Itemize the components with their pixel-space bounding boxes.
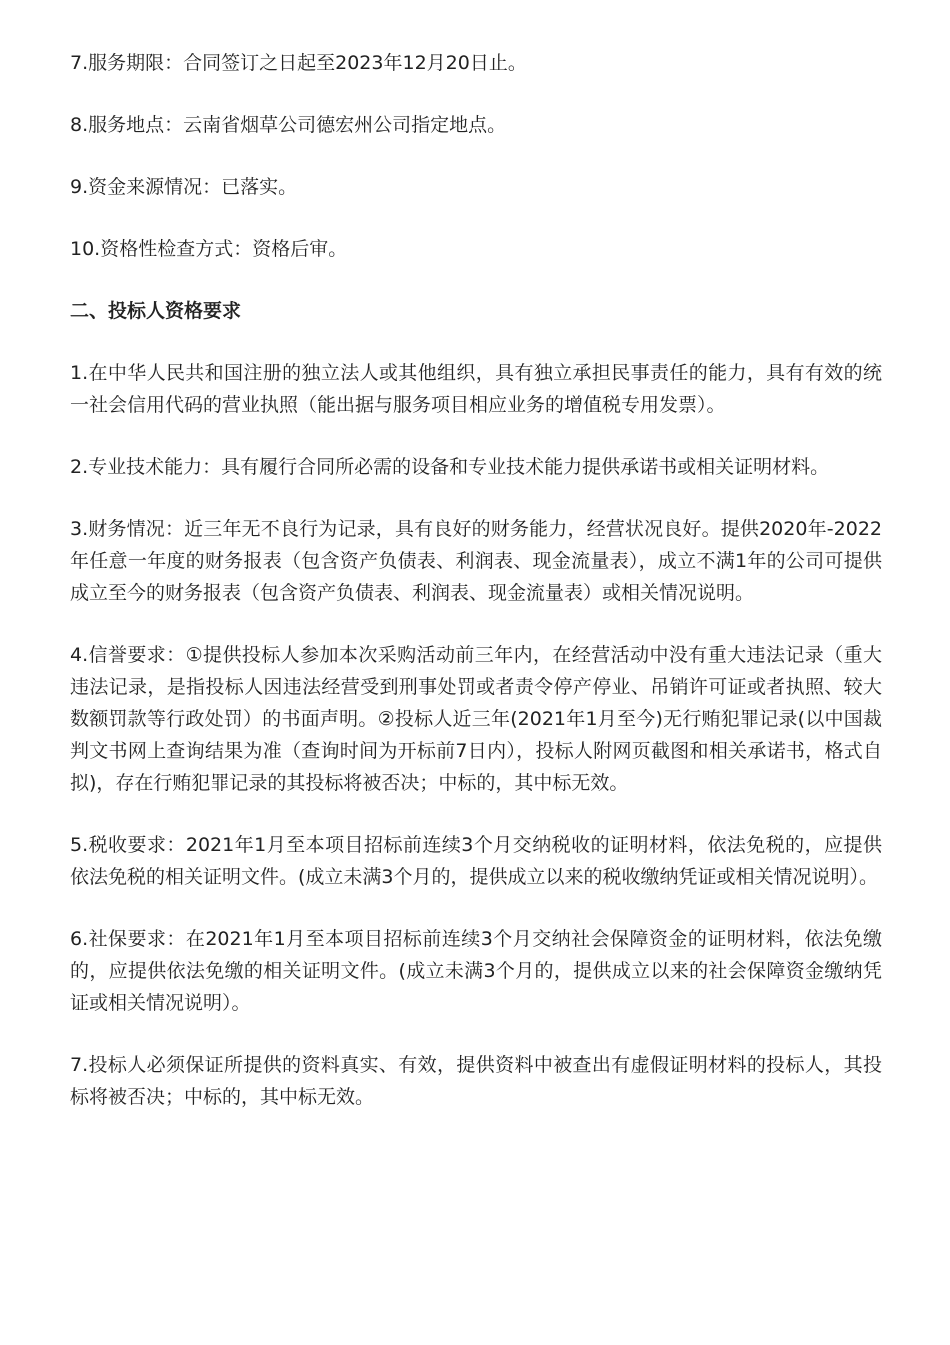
social-insurance-paragraph: 6.社保要求：在2021年1月至本项目招标前连续3个月交纳社会保障资金的证明材料，依法免缴的，应提供依法免缴的相关证明文件。(成立未满3个月的，提供成立以来的社会保障资金缴纳凭证或相关情况说明）。 (70, 928, 882, 1014)
credit-requirement-paragraph: 4.信誉要求：①提供投标人参加本次采购活动前三年内，在经营活动中没有重大违法记录（重大违法记录，是指投标人因违法经营受到刑事处罚或者责令停产停业、吊销许可证或者执照、较大数额罚款等行政处罚）的书面声明。②投标人近三年(2021年1月至今)无行贿犯罪记录(以中国裁判文书网上查询结果为准（查询时间为开标前7日内），投标人附网页截图和相关承诺书，格式自拟)，存在行贿犯罪记录的其投标将被否决；中标的，其中标无效。 (70, 644, 882, 794)
document-authenticity-paragraph: 7.投标人必须保证所提供的资料真实、有效，提供资料中被查出有虚假证明材料的投标人，其投标将被否决；中标的，其中标无效。 (70, 1054, 882, 1108)
legal-entity-requirement-paragraph: 1.在中华人民共和国注册的独立法人或其他组织，具有独立承担民事责任的能力，具有有效的统一社会信用代码的营业执照（能出据与服务项目相应业务的增值税专用发票）。 (70, 362, 882, 416)
document-body (70, 47, 882, 1143)
qualification-check-paragraph: 10.资格性检查方式：资格后审。 (70, 238, 348, 260)
service-location-paragraph: 8.服务地点：云南省烟草公司德宏州公司指定地点。 (70, 114, 507, 136)
section-heading-bidder-qualifications: 二、投标人资格要求 (70, 300, 242, 322)
service-period-paragraph: 7.服务期限：合同签订之日起至2023年12月20日止。 (70, 52, 527, 74)
technical-capability-paragraph: 2.专业技术能力：具有履行合同所必需的设备和专业技术能力提供承诺书或相关证明材料。 (70, 456, 830, 478)
tax-requirement-paragraph: 5.税收要求：2021年1月至本项目招标前连续3个月交纳税收的证明材料，依法免税的，应提供依法免税的相关证明文件。(成立未满3个月的，提供成立以来的税收缴纳凭证或相关情况说明）。 (70, 834, 882, 888)
financial-status-paragraph: 3.财务情况：近三年无不良行为记录，具有良好的财务能力，经营状况良好。提供2020年-2022年任意一年度的财务报表（包含资产负债表、利润表、现金流量表），成立不满1年的公司可提供成立至今的财务报表（包含资产负债表、利润表、现金流量表）或相关情况说明。 (70, 518, 882, 604)
funding-source-paragraph: 9.资金来源情况：已落实。 (70, 176, 298, 198)
